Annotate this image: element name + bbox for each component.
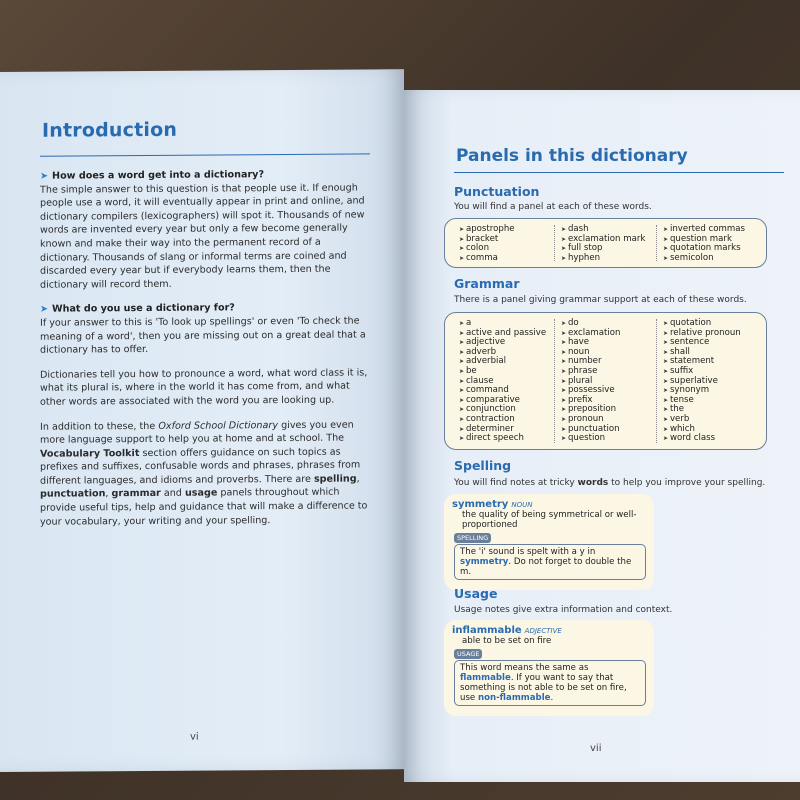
panel-word: ➤ the [663, 405, 752, 415]
left-page [0, 69, 404, 772]
part-of-speech: NOUN [511, 501, 533, 509]
section-heading-usage: Usage [454, 586, 498, 601]
panel-word: ➤ direct speech [459, 434, 548, 444]
paragraph-3: Dictionaries tell you how to pronounce a word, what word class it is, what its plural is, where in the world it has come from, and what other words are associated with the word you are looking up. [40, 367, 368, 408]
panel-word: ➤ have [561, 338, 650, 348]
panel-word: ➤ plural [561, 377, 650, 387]
title-rule [454, 172, 784, 173]
right-page [404, 90, 800, 782]
spelling-note: The 'i' sound is spelt with a y in symmetry. Do not forget to double the m. [454, 544, 646, 580]
panel-word: ➤ verb [663, 415, 752, 425]
section-heading-grammar: Grammar [454, 276, 520, 291]
panel-word: ➤ phrase [561, 367, 650, 377]
panel-word: ➤ adjective [459, 338, 548, 348]
panel-word: ➤ determiner [459, 425, 548, 435]
grammar-panel [444, 312, 767, 450]
spelling-tag: SPELLING [454, 533, 491, 543]
panel-word: ➤ noun [561, 348, 650, 358]
question-heading-1: ➤ How does a word get into a dictionary? [40, 169, 265, 182]
page-number: vii [590, 743, 602, 754]
panel-word: ➤ relative pronoun [663, 329, 752, 339]
usage-tag: USAGE [454, 649, 482, 659]
usage-example-card [444, 620, 654, 716]
panel-word: ➤ comma [459, 254, 548, 264]
panel-word: ➤ tense [663, 396, 752, 406]
question-heading-2: ➤ What do you use a dictionary for? [40, 302, 235, 316]
panel-word: ➤ semicolon [663, 254, 752, 264]
section-sub-punctuation: You will find a panel at each of these words. [454, 202, 652, 212]
arrow-icon: ➤ [40, 170, 49, 182]
panel-word: ➤ a [459, 319, 548, 329]
panel-column [657, 319, 758, 443]
panel-word: ➤ statement [663, 357, 752, 367]
headword: inflammable [452, 625, 522, 636]
panel-word: ➤ apostrophe [459, 225, 548, 235]
panel-word: ➤ adverb [459, 348, 548, 358]
definition: the quality of being symmetrical or well-proportioned [462, 510, 637, 530]
page-title: Introduction [42, 118, 178, 142]
panel-word: ➤ suffix [663, 367, 752, 377]
panel-word: ➤ pronoun [561, 415, 650, 425]
paragraph-1: The simple answer to this question is that people use it. If enough people use a word, it will eventually appear in print and online, and dictionary compilers (lexicographers) will spot it. Thousands of new words are invented every year but only a few become generally known and make their way into the permanent record of a dictionary. Thousands of slang or informal terms are coined and discarded every year but if everybody learns them, then the dictionary will record them. [40, 182, 365, 291]
section-heading-spelling: Spelling [454, 458, 512, 473]
definition: able to be set on fire [462, 636, 552, 646]
section-heading-punctuation: Punctuation [454, 184, 540, 199]
paragraph-2: If your answer to this is 'To look up spellings' or even 'To check the meaning of a word', then you are missing out on a great deal that a dictionary has to offer. [40, 315, 366, 356]
panel-word: ➤ comparative [459, 396, 548, 406]
panel-word: ➤ punctuation [561, 425, 650, 435]
page-title: Panels in this dictionary [456, 146, 688, 166]
punctuation-panel [444, 218, 767, 268]
panel-word: ➤ preposition [561, 405, 650, 415]
panel-word: ➤ superlative [663, 377, 752, 387]
panel-word: ➤ prefix [561, 396, 650, 406]
panel-word: ➤ number [561, 357, 650, 367]
panel-word: ➤ contraction [459, 415, 548, 425]
panel-word: ➤ shall [663, 348, 752, 358]
panel-word: ➤ exclamation [561, 329, 650, 339]
open-book [0, 70, 800, 790]
introduction-body [40, 167, 372, 540]
panel-word: ➤ conjunction [459, 405, 548, 415]
panel-word: ➤ command [459, 386, 548, 396]
panel-word: ➤ which [663, 425, 752, 435]
panel-column [555, 319, 657, 443]
panel-word: ➤ active and passive [459, 329, 548, 339]
panel-word: ➤ question [561, 434, 650, 444]
part-of-speech: ADJECTIVE [524, 627, 562, 635]
title-rule [40, 153, 370, 156]
panel-word: ➤ synonym [663, 386, 752, 396]
section-sub-grammar: There is a panel giving grammar support at each of these words. [454, 295, 747, 305]
headword: symmetry [452, 499, 509, 510]
panel-column [657, 225, 758, 261]
usage-note: This word means the same as flammable. If you want to say that something is not able to be set on fire, use non-flammable. [454, 660, 646, 706]
panel-column [453, 225, 555, 261]
panel-word: ➤ quotation [663, 319, 752, 329]
panel-column [453, 319, 555, 443]
section-sub-spelling: You will find notes at tricky words to help you improve your spelling. [454, 478, 766, 488]
panel-word: ➤ do [561, 319, 650, 329]
panel-word: ➤ dash [561, 225, 650, 235]
arrow-icon: ➤ [40, 304, 49, 316]
panel-word: ➤ clause [459, 377, 548, 387]
paragraph-4: In addition to these, the Oxford School Dictionary gives you even more language support to help you at home and at school. The Vocabulary Toolkit section offers guidance on such topics as prefixes and suffixes, confusable words and phrases, phrases from different languages, and idioms and proverbs. There are spelling, punctuation, grammar and usage panels throughout which provide useful tips, help and guidance that will make a difference to your vocabulary, your writing and your spelling. [40, 419, 368, 528]
panel-column [555, 225, 657, 261]
page-number: vi [190, 731, 199, 743]
panel-word: ➤ quotation marks [663, 244, 752, 254]
section-sub-usage: Usage notes give extra information and context. [454, 605, 673, 615]
panel-word: ➤ colon [459, 244, 548, 254]
panel-word: ➤ hyphen [561, 254, 650, 264]
panel-word: ➤ exclamation mark [561, 235, 650, 245]
panel-word: ➤ bracket [459, 235, 548, 245]
spelling-example-card [444, 494, 654, 590]
panel-word: ➤ possessive [561, 386, 650, 396]
panel-word: ➤ question mark [663, 235, 752, 245]
panel-word: ➤ sentence [663, 338, 752, 348]
panel-word: ➤ full stop [561, 244, 650, 254]
panel-word: ➤ inverted commas [663, 225, 752, 235]
panel-word: ➤ word class [663, 434, 752, 444]
panel-word: ➤ be [459, 367, 548, 377]
panel-word: ➤ adverbial [459, 357, 548, 367]
